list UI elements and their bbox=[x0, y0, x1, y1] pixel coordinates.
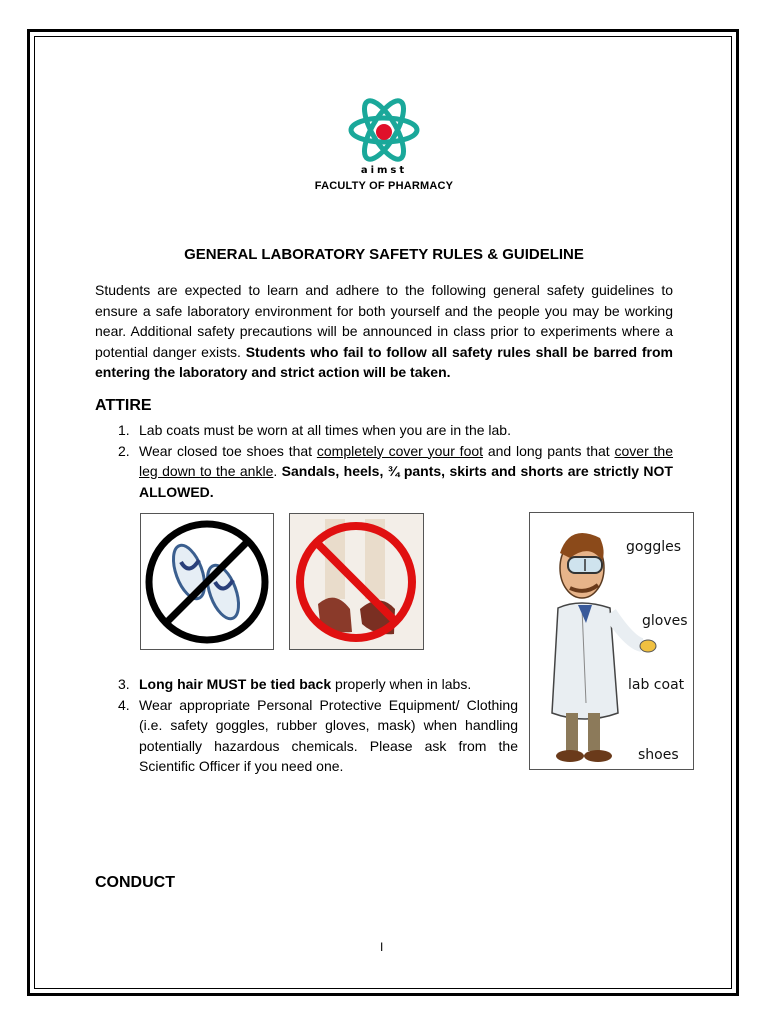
section-heading-attire: ATTIRE bbox=[95, 397, 152, 414]
list-text: Lab coats must be worn at all times when you are in the lab. bbox=[139, 422, 511, 438]
page-number: I bbox=[380, 940, 384, 954]
underlined-text: completely cover your foot bbox=[316, 442, 484, 459]
list-item bbox=[118, 420, 673, 441]
intro-warning: Students who fail to follow all safety rules shall be barred from entering the laboratory and strict action will be taken. bbox=[95, 343, 673, 380]
label-lab-coat: lab coat bbox=[628, 677, 685, 693]
intro-paragraph bbox=[95, 280, 673, 383]
no-heels-image bbox=[289, 513, 424, 650]
label-gloves: gloves bbox=[642, 613, 688, 629]
label-shoes: shoes bbox=[638, 747, 679, 763]
list-number: 1. bbox=[118, 422, 130, 438]
underlined-text: cover the leg down to the ankle bbox=[139, 442, 674, 479]
section-heading-conduct: CONDUCT bbox=[95, 874, 175, 891]
list-number: 2. bbox=[118, 442, 130, 459]
ppe-scientist-image bbox=[529, 512, 694, 770]
list-item bbox=[118, 695, 518, 777]
attire-list-bottom bbox=[118, 674, 518, 777]
list-number: 4. bbox=[118, 696, 130, 713]
list-item bbox=[118, 441, 673, 503]
aimst-logo bbox=[342, 96, 426, 178]
label-goggles: goggles bbox=[626, 539, 682, 555]
document-title: GENERAL LABORATORY SAFETY RULES & GUIDELINE bbox=[184, 246, 584, 263]
faculty-name: FACULTY OF PHARMACY bbox=[314, 180, 454, 192]
list-number: 3. bbox=[118, 676, 130, 692]
bold-warning: Long hair MUST be tied back bbox=[139, 676, 332, 692]
bold-warning: Sandals, heels, ¾ pants, skirts and shorts are strictly NOT ALLOWED. bbox=[139, 463, 673, 500]
list-text: properly when in labs. bbox=[331, 676, 472, 692]
list-item bbox=[118, 674, 518, 695]
no-sandals-image bbox=[140, 513, 274, 650]
list-text: and long pants that bbox=[483, 442, 615, 459]
intro-text: Students are expected to learn and adhere to the following general safety guidelines to ensure a safe laboratory environment for both yourself and the people you may be working near. Additional safety precautions will be announced in class prior to experiments where a potential danger exists. bbox=[95, 282, 673, 360]
list-text: . bbox=[273, 463, 282, 479]
attire-list-top bbox=[118, 420, 673, 502]
list-text: Wear appropriate Personal Protective Equipment/ Clothing (i.e. safety goggles, rubber gloves, mask) when handling potentially hazardous chemicals. Please ask from the Scientific Officer if you need one. bbox=[139, 696, 518, 774]
list-text: Wear closed toe shoes that bbox=[139, 442, 317, 459]
logo-text: aimst bbox=[360, 165, 408, 176]
